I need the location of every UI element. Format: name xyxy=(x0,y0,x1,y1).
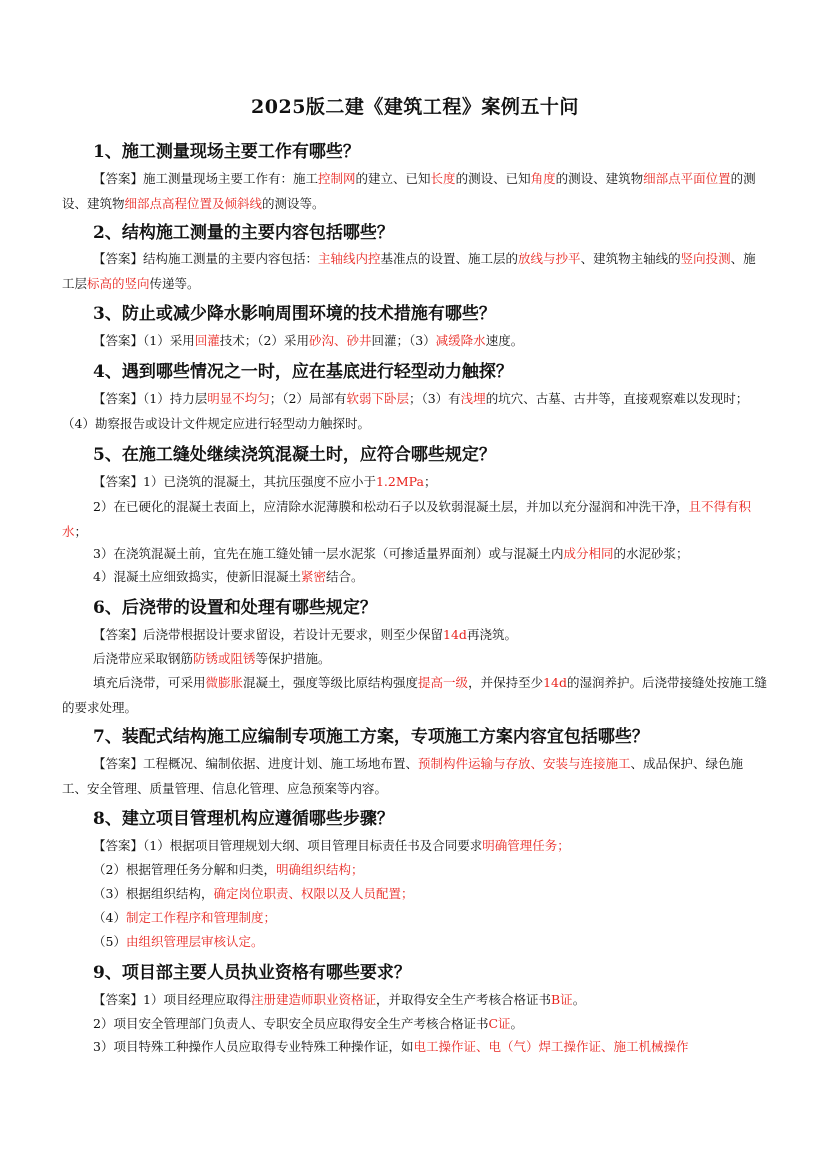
answer-paragraph: 【答案】施工测量现场主要工作有：施工控制网的建立、已知长度的测设、已知角度的测设、建筑物细部点平面位置的测设、建筑物细部点高程位置及倾斜线的测设等。 xyxy=(62,171,756,211)
answer-line: （3）根据组织结构，确定岗位职责、权限以及人员配置； xyxy=(93,886,414,901)
question-heading: 9、项目部主要人员执业资格有哪些要求？ xyxy=(93,963,411,983)
question-heading: 8、建立项目管理机构应遵循哪些步骤？ xyxy=(93,809,394,829)
answer-paragraph: 【答案】（1）持力层明显不均匀；（2）局部有软弱下卧层；（3）有浅埋的坑穴、古墓、古井等，直接观察难以发现时；（4）勘察报告或设计文件规定应进行轻型动力触探时。 xyxy=(62,391,749,431)
answer-line: 3）项目特殊工种操作人员应取得专业特殊工种操作证，如电工操作证、电（气）焊工操作证、施工机械操作 xyxy=(93,1039,689,1054)
answer-paragraph: 【答案】工程概况、编制依据、进度计划、施工场地布置、预制构件运输与存放、安装与连接施工、成品保护、绿色施工、安全管理、质量管理、信息化管理、应急预案等内容。 xyxy=(62,756,744,796)
document-title: 2025版二建《建筑工程》案例五十问 xyxy=(251,96,579,118)
answer-line: （4）制定工作程序和管理制度； xyxy=(93,910,276,925)
answer-paragraph: 【答案】（1）采用回灌技术；（2）采用砂沟、砂井回灌；（3）减缓降水速度。 xyxy=(93,333,524,348)
answer-line: 【答案】1）已浇筑的混凝土，其抗压强度不应小于1.2MPa； xyxy=(93,474,437,489)
answer-line: （5）由组织管理层审核认定。 xyxy=(93,934,264,949)
answer-line: 【答案】（1）根据项目管理规划大纲、项目管理目标责任书及合同要求明确管理任务； xyxy=(93,838,570,853)
answer-line: 2）在已硬化的混凝土表面上，应清除水泥薄膜和松动石子以及软弱混凝土层，并加以充分湿润和冲洗干净，且不得有积水； xyxy=(62,499,751,539)
question-heading: 2、结构施工测量的主要内容包括哪些？ xyxy=(93,223,394,243)
answer-line: 填充后浇带，可采用微膨胀混凝土，强度等级比原结构强度提高一级，并保持至少14d的湿润养护。后浇带接缝处按施工缝的要求处理。 xyxy=(62,675,768,715)
question-heading: 4、遇到哪些情况之一时，应在基底进行轻型动力触探？ xyxy=(93,362,513,382)
answer-line: 【答案】后浇带根据设计要求留设，若设计无要求，则至少保留14d再浇筑。 xyxy=(93,627,517,642)
question-heading: 6、后浇带的设置和处理有哪些规定？ xyxy=(93,598,377,618)
answer-line: （2）根据管理任务分解和归类，明确组织结构； xyxy=(93,862,364,877)
question-heading: 1、施工测量现场主要工作有哪些？ xyxy=(93,142,360,162)
question-heading: 5、在施工缝处继续浇筑混凝土时，应符合哪些规定？ xyxy=(93,445,496,465)
question-heading: 7、装配式结构施工应编制专项施工方案，专项施工方案内容宜包括哪些？ xyxy=(93,727,649,747)
answer-line: 【答案】1）项目经理应取得注册建造师职业资格证，并取得安全生产考核合格证书B证。 xyxy=(93,992,586,1007)
answer-line: 2）项目安全管理部门负责人、专职安全员应取得安全生产考核合格证书C证。 xyxy=(93,1016,524,1031)
answer-paragraph: 【答案】结构施工测量的主要内容包括：主轴线内控基准点的设置、施工层的放线与抄平、建筑物主轴线的竖向投测、施工层标高的竖向传递等。 xyxy=(62,251,756,291)
question-heading: 3、防止或减少降水影响周围环境的技术措施有哪些？ xyxy=(93,304,496,324)
answer-line: 3）在浇筑混凝土前，宜先在施工缝处铺一层水泥浆（可掺适量界面剂）或与混凝土内成分相同的水泥砂浆； xyxy=(93,546,689,561)
answer-line: 后浇带应采取钢筋防锈或阻锈等保护措施。 xyxy=(93,651,331,666)
answer-line: 4）混凝土应细致捣实，使新旧混凝土紧密结合。 xyxy=(93,569,364,584)
